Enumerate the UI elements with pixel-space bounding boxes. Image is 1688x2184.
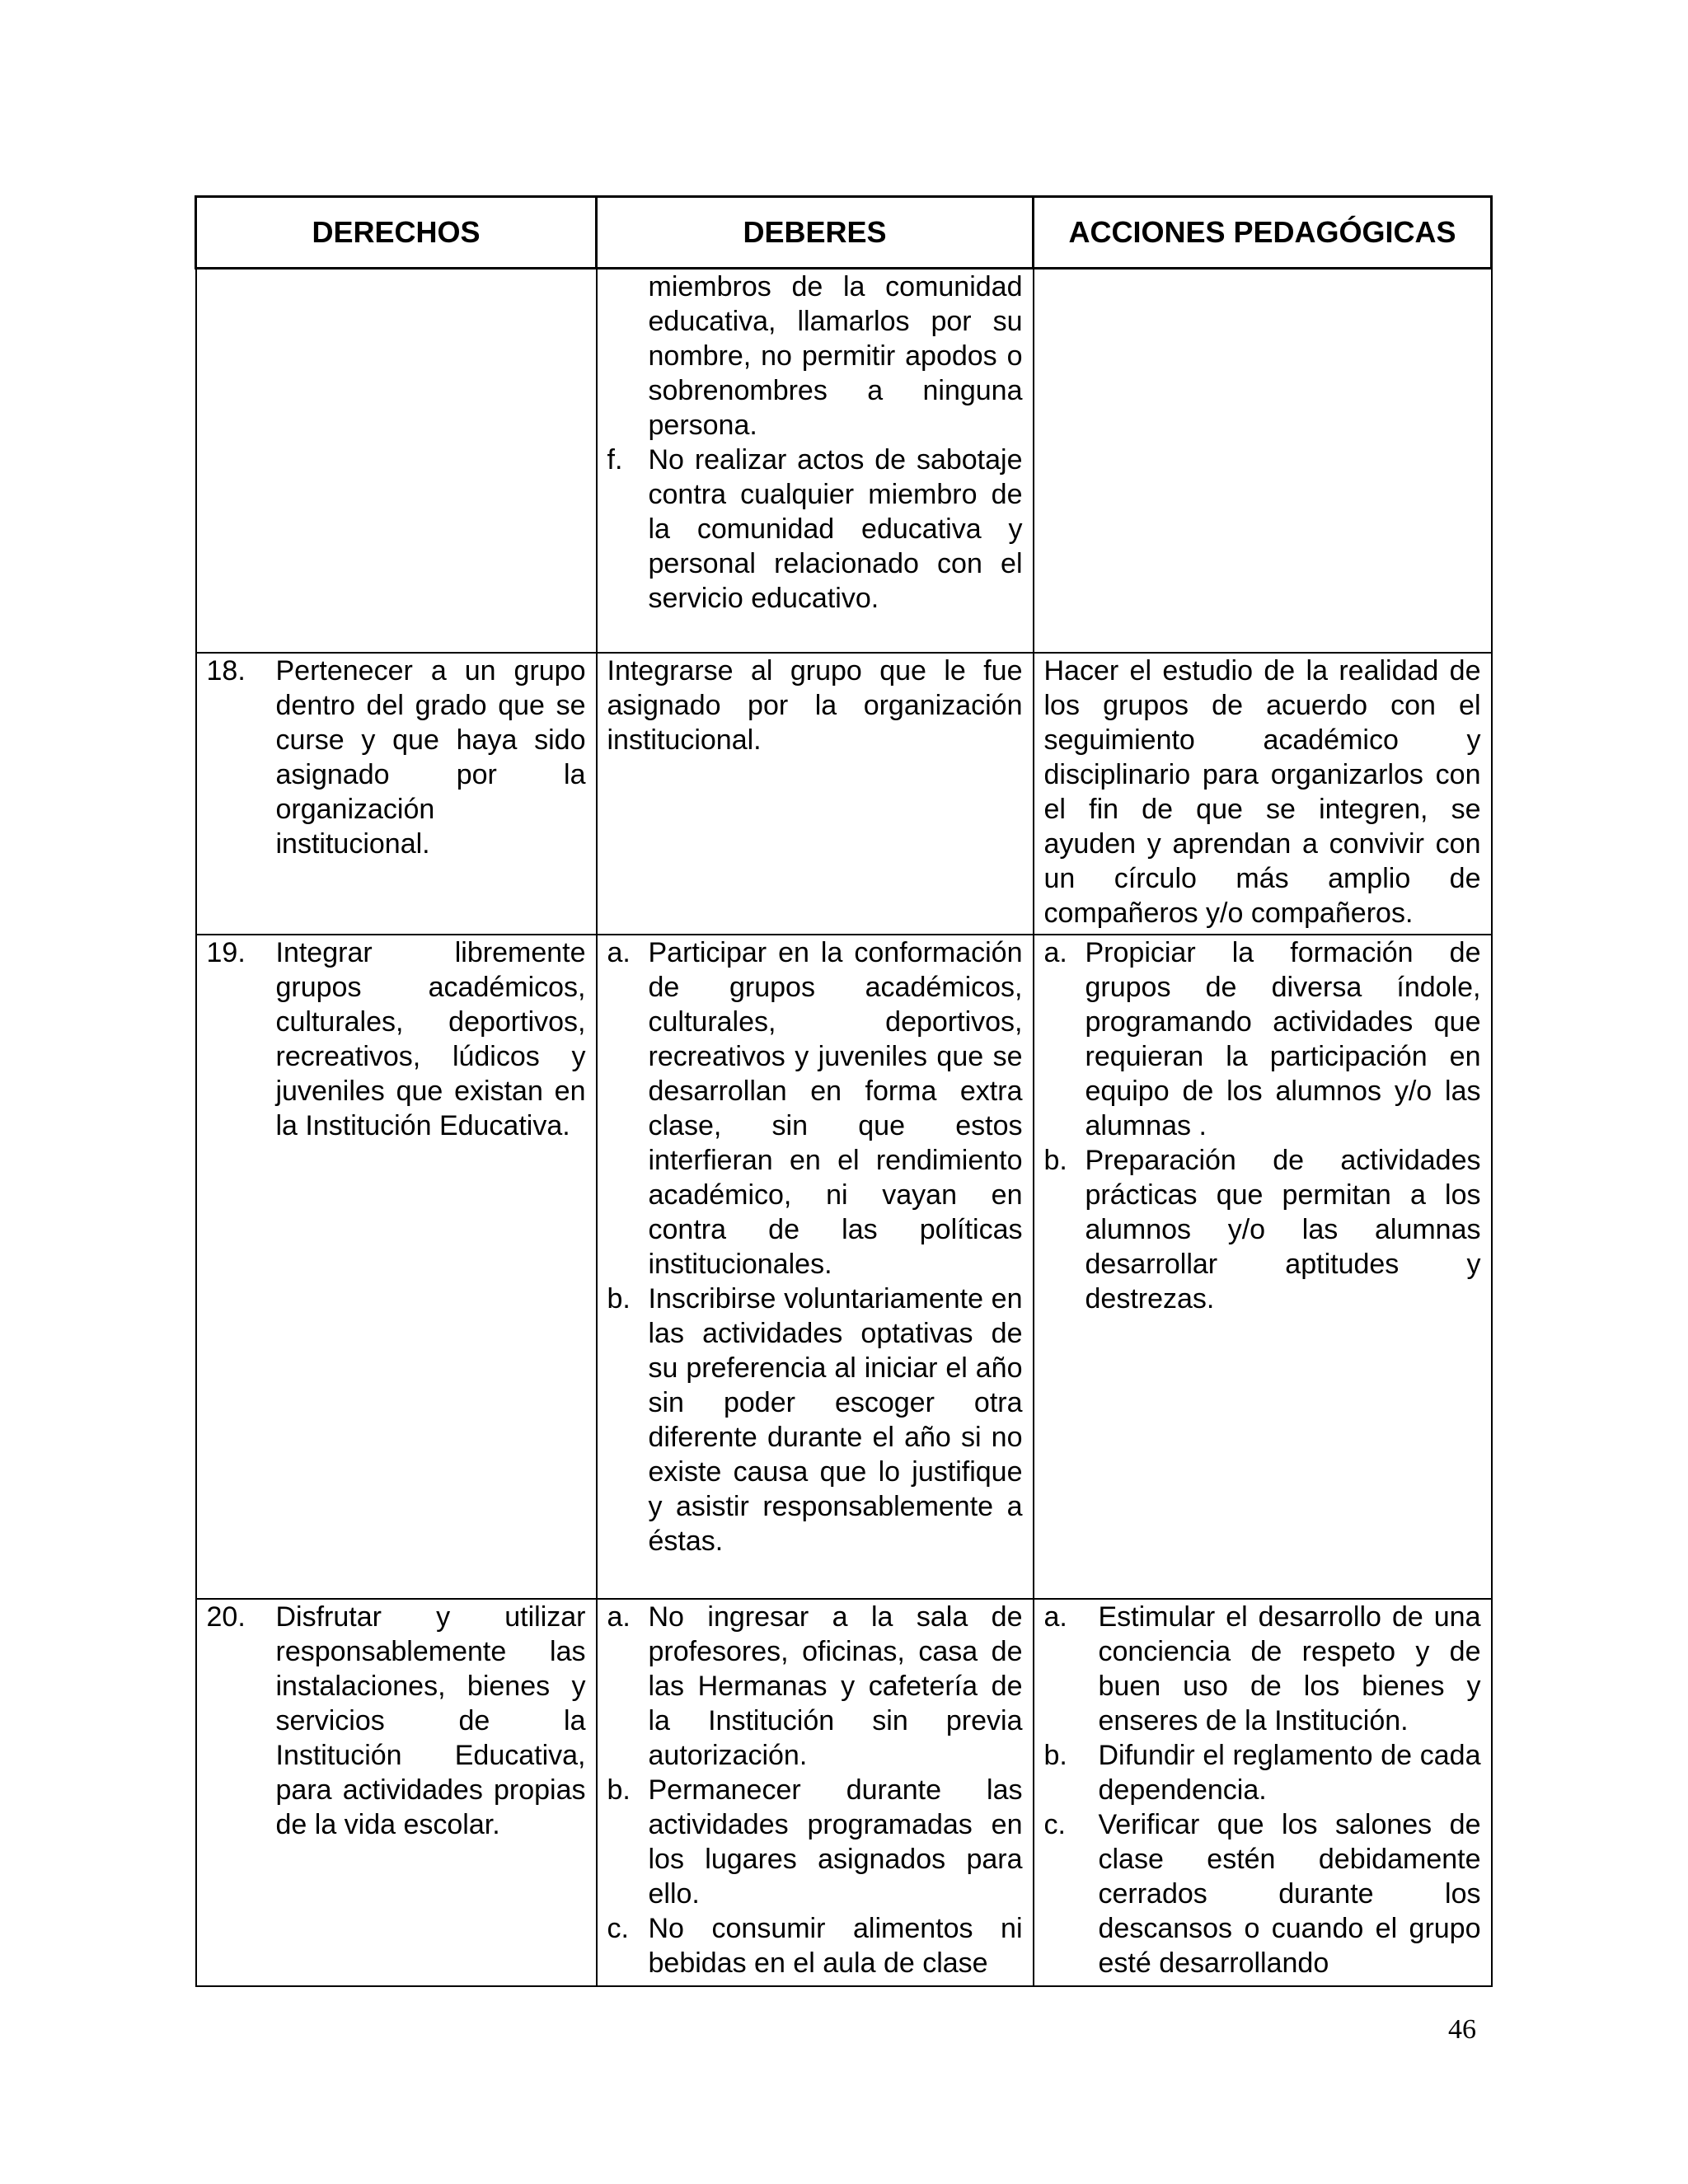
header-row [196, 197, 1492, 269]
list-item [1044, 935, 1481, 1143]
list-text: Participar en la conformación de grupos académicos, culturales, deportivos, recreativos y juveniles que se desarrollan en forma extra clase, sin que estos interfieran en el rendimiento académico, ni vayan en contra de las políticas institucionales. [648, 936, 1023, 1280]
derecho-cell [196, 269, 597, 653]
page-number: 46 [1448, 2014, 1476, 2045]
acciones-cell [1034, 1599, 1492, 1986]
list-marker: c. [607, 1912, 629, 1944]
list-text: No ingresar a la sala de profesores, oficinas, casa de las Hermanas y cafetería de la Institución sin previa autorización. [648, 1601, 1023, 1771]
derecho-text: Pertenecer a un grupo dentro del grado que se curse y que haya sido asignado por la organización institucional. [275, 654, 586, 860]
deberes-cell [597, 269, 1034, 653]
table-row [196, 269, 1492, 653]
list-item [1044, 1143, 1481, 1316]
list-text: No realizar actos de sabotaje contra cualquier miembro de la comunidad educativa y personal relacionado con el servicio educativo. [648, 444, 1023, 614]
deberes-cell [597, 1599, 1034, 1986]
list-text: Estimular el desarrollo de una conciencia de respeto y de buen uso de los bienes y enseres de la Institución. [1098, 1601, 1481, 1736]
list-marker: b. [1043, 1144, 1067, 1176]
list-marker: b. [607, 1774, 631, 1806]
deberes-text: Integrarse al grupo que le fue asignado por la organización institucional. [607, 654, 1023, 756]
list-item [1044, 1738, 1481, 1807]
deberes-continuation: miembros de la comunidad educativa, llamarlos por su nombre, no permitir apodos o sobrenombres a ninguna persona. [648, 271, 1023, 441]
acciones-cell [1034, 269, 1492, 653]
acciones-text: Hacer el estudio de la realidad de los grupos de acuerdo con el seguimiento académico y disciplinario para organizarlos con el fin de que se integren, se ayuden y aprendan a convivir con un círculo más amplio de compañeros y/o compañeros. [1043, 654, 1481, 929]
list-item [607, 443, 1023, 616]
list-marker: c. [1043, 1808, 1066, 1840]
acciones-cell [1034, 935, 1492, 1599]
list-text: Permanecer durante las actividades programadas en los lugares asignados para ello. [648, 1774, 1023, 1910]
derecho-text: Integrar libremente grupos académicos, culturales, deportivos, recreativos, lúdicos y juveniles que existan en la Institución Educativa. [275, 936, 586, 1141]
rights-duties-table [195, 195, 1493, 1987]
list-item [1044, 1600, 1481, 1738]
derecho-cell [196, 653, 597, 935]
derecho-cell [196, 1599, 597, 1986]
list-text: Difundir el reglamento de cada dependencia. [1098, 1739, 1481, 1806]
table-row [196, 935, 1492, 1599]
list-marker: f. [607, 444, 623, 476]
header-acciones: ACCIONES PEDAGÓGICAS [1034, 197, 1492, 269]
table-row [196, 653, 1492, 935]
list-marker: b. [607, 1282, 631, 1315]
list-marker: a. [1043, 936, 1067, 968]
list-text: No consumir alimentos ni bebidas en el aula de clase [648, 1912, 1023, 1979]
header-derechos: DERECHOS [196, 197, 597, 269]
list-marker: a. [607, 936, 631, 968]
list-marker: a. [1043, 1601, 1067, 1633]
list-text: Verificar que los salones de clase estén debidamente cerrados durante los descansos o cuando el grupo esté desarrollando [1098, 1808, 1481, 1979]
list-marker: b. [1043, 1739, 1067, 1771]
list-item [607, 1773, 1023, 1911]
list-item [1044, 1807, 1481, 1980]
list-marker: a. [607, 1601, 631, 1633]
list-text: Preparación de actividades prácticas que permitan a los alumnos y/o las alumnas desarrollar aptitudes y destrezas. [1085, 1144, 1481, 1315]
list-text: Propiciar la formación de grupos de diversa índole, programando actividades que requieran la participación en equipo de los alumnos y/o las alumnas . [1085, 936, 1481, 1141]
derecho-cell [196, 935, 597, 1599]
list-item [607, 1600, 1023, 1773]
header-deberes: DEBERES [597, 197, 1034, 269]
list-item [607, 935, 1023, 1282]
derecho-number: 19. [206, 936, 246, 968]
deberes-cell [597, 935, 1034, 1599]
derecho-number: 18. [206, 654, 246, 687]
derecho-number: 20. [206, 1601, 246, 1633]
list-text: Inscribirse voluntariamente en las actividades optativas de su preferencia al iniciar el año sin poder escoger otra diferente durante el año si no existe causa que lo justifique y asistir responsablemente a éstas. [648, 1282, 1023, 1557]
list-item [607, 1911, 1023, 1980]
acciones-cell [1034, 653, 1492, 935]
deberes-cell [597, 653, 1034, 935]
derecho-text: Disfrutar y utilizar responsablemente las instalaciones, bienes y servicios de la Institución Educativa, para actividades propias de la vida escolar. [275, 1601, 586, 1840]
table-row [196, 1599, 1492, 1986]
list-item [607, 1282, 1023, 1558]
